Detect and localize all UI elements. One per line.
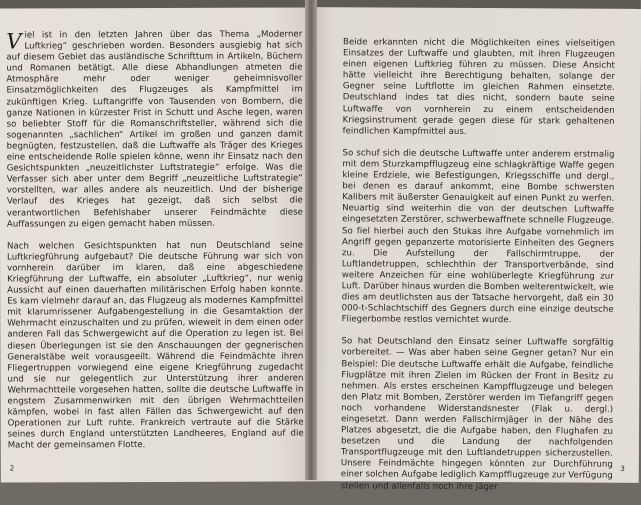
left-page-text <box>6 30 304 463</box>
right-page-number: 3 <box>620 464 625 473</box>
left-paragraph-2: Nach welchen Gesichtspunkten hat nun Deutschland seine Luftkriegführung aufgebaut? Die deutsche Führung war sich von vornherein darüber im klaren, daß eine abgeschiedene Kriegführung der Luftwaffe, ein absoluter „Luftkrieg“, nur wenig Aussicht auf einen dauerhaften militärischen Erfolg haben konnte. Es kam vielmehr darauf an, das Flugzeug als modernes Kampfmittel mit klarumrissener Aufgabengestellung in die Gesamtaktion der Wehrmacht einzuschalten und zu prüfen, wieweit in dem einen oder anderen Fall das Schwergewicht auf die Operation zu legen ist. Bei diesen Überlegungen ist sie den Anschauungen der gegnerischen Generalstäbe weit vorausgeeilt. Während die Feindmächte ihren Fliegertruppen vorwiegend eine eigene Kriegführung zugedacht und sie nur gelegentlich zur Unterstützung ihrer anderen Wehrmachtteile vorgesehen hatten, sollte die deutsche Luftwaffe in engstem Zusammenwirken mit den übrigen Wehrmachtteilen kämpfen, wobei in fast allen Fällen das Schwergewicht auf den Operationen zur Luft ruhte. Frankreich vertraute auf die Stärke seines durch England unterstützten Landheeres, England auf die Macht der gemeinsamen Flotte. <box>6 240 304 451</box>
left-paragraph-1: Viel ist in den letzten Jahren über das Thema „Moderner Luftkrieg“ geschrieben worden. Besonders ausgiebig hat sich auf diesem Gebiet das ausländische Schrifttum in Artikeln, Büchern und Romanen betätigt. Alle diese Abhandlungen atmeten die Atmosphäre mehr oder weniger geheimnisvoller Einsatzmöglichkeiten des Flugzeuges als Kampfmittel im zukünftigen Krieg. Luftangriffe von Tausenden von Bombern, die ganze Nationen in kürzester Frist in Schutt und Asche legen, waren so beliebter Stoff für die Romanschriftsteller, während sich die sogenannten „sachlichen“ Artikel im großen und ganzen damit begnügten, festzustellen, daß die Luftwaffe als Träger des Krieges eine entscheidende Rolle spielen könne, wenn ihr Einsatz nach den Gesichtspunkten „neuzeitlichster Luftstrategie“ erfolge. Was die Verfasser sich aber unter dem Begriff „neuzeitliche Luftstrategie“ vorstellten, war alles andere als neuzeitlich. Und der bisherige Verlauf des Krieges hat gezeigt, daß sich selbst die verantwortlichen Befehlshaber unserer Feindmächte diese Auffassungen zu eigen gemacht haben müssen. <box>6 29 303 230</box>
right-paragraph-2: So schuf sich die deutsche Luftwaffe unter anderem erstmalig mit dem Sturzkampfflugzeug eine schlagkräftige Waffe gegen kleine Erdziele, wie Befestigungen, Kriegsschiffe und dergl., bei denen es darauf ankommt, eine Bombe schwersten Kalibers mit äußerster Genauigkeit auf einen Punkt zu werfen. Neuartig sind weiterhin die von der deutschen Luftwaffe eingesetzten Zerstörer, schwerbewaffnete schnelle Flugzeuge. So fiel hierbei auch den Stukas ihre Aufgabe vornehmlich im Angriff gegen gepanzerte motorisierte Einheiten des Gegners zu. Die Aufstellung der Fallschirmtruppe, der Luftlandetruppen, schlechthin der Transportverbände, sind weitere Anzeichen für eine wohlüberlegte Kriegführung zur Luft. Darüber hinaus wurden die Bomben weiterentwickelt, wie dies am deutlichsten aus der Tatsache hervorgeht, daß ein 30 000-t-Schlachtschiff des Gegners durch eine einzige deutsche Fliegerbombe restlos vernichtet wurde. <box>341 148 615 326</box>
dropcap-letter: V <box>6 29 22 54</box>
right-page <box>310 7 641 492</box>
book-gutter <box>305 0 317 480</box>
left-page-number: 2 <box>9 464 15 473</box>
right-page-text <box>341 37 615 504</box>
right-paragraph-3: So hat Deutschland den Einsatz seiner Luftwaffe sorgfältig vorbereitet. — Was aber haben seine Gegner getan? Nur ein Beispiel: Die deutsche Luftwaffe erhält die Aufgabe, feindliche Flugplätze mit ihren Zielen im Rücken der Front in Besitz zu nehmen. Als erstes erscheinen Kampfflugzeuge und belegen den Platz mit Bomben, Zerstörer werden im Tiefangriff gegen noch vorhandene Widerstandsnester (Flak u. dergl.) eingesetzt. Dann werden Fallschirmjäger in der Nähe des Platzes abgesetzt, die die Aufgabe haben, den Flughafen zu besetzen und die Landung der nachfolgenden Transportflugzeuge mit den Luftlandetruppen sicherzustellen. Unsere Feindmächte hingegen könnten zur Durchführung einer solchen Aufgabe lediglich Kampfflugzeuge zur Verfügung stellen und allenfalls noch ihre Jäger <box>340 336 614 492</box>
left-page <box>0 7 323 482</box>
right-paragraph-1: Beide erkannten nicht die Möglichkeiten eines vielseitigen Einsatzes der Luftwaffe und glaubten, mit ihren Flugzeugen einen eigenen Luftkrieg führen zu müssen. Diese Ansicht hätte vielleicht ihre Berechtigung behalten, solange der Gegner seine Luftflotte im gleichen Rahmen einsetzte. Deutschland indes tat dies nicht, sondern baute seine Luftwaffe von vornherein zu einem entscheidenden Kriegsinstrument gerade gegen diese für stark gehaltenen feindlichen Kampfmittel aus. <box>342 37 616 137</box>
